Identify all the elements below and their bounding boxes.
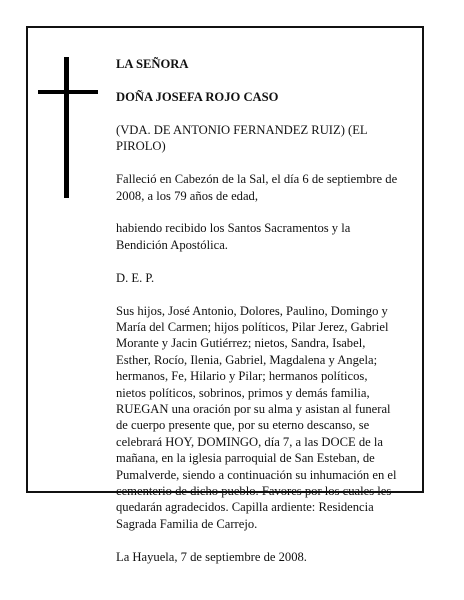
obituary-text: [116, 40, 420, 581]
family-paragraph: Sus hijos, José Antonio, Dolores, Paulino, Domingo y María del Carmen; hijos políticos, Pilar Jerez, Gabriel Morante y Jacin Gutiérrez; nietos, Sandra, Isabel, Esther, Rocío, Ilenia, Gabriel, Magdalena y Angela; hermanos, Fe, Hilario y Pilar; hermanos políticos, nietos políticos, sobrinos, primos y demás familia, RUEGAN una oración por su alma y asistan al funeral de cuerpo presente que, por su eterno descanso, se celebrará HOY, DOMINGO, día 7, a las DOCE de la mañana, en la iglesia parroquial de San Esteban, de Pumalverde, siendo a continuación su inhumación en el cementerio de dicho pueblo. Favores por los cuales les quedarán agradecidos. Capilla ardiente: Residencia Sagrada Familia de Carrejo.: [116, 303, 397, 531]
rip-text: D. E. P.: [116, 270, 155, 285]
death-paragraph: Falleció en Cabezón de la Sal, el día 6 de septiembre de 2008, a los 79 años de edad,: [116, 172, 398, 203]
cross-icon: [38, 57, 98, 198]
cross-vertical-bar: [64, 57, 69, 198]
closing-line: La Hayuela, 7 de septiembre de 2008.: [116, 549, 307, 564]
title-line-2: DOÑA JOSEFA ROJO CASO: [116, 90, 279, 105]
sacraments-paragraph: habiendo recibido los Santos Sacramentos y la Bendición Apostólica.: [116, 221, 351, 252]
title-line-1: LA SEÑORA: [116, 57, 189, 72]
cross-horizontal-bar: [38, 90, 98, 94]
subtitle: (VDA. DE ANTONIO FERNANDEZ RUIZ) (EL PIROLO): [116, 123, 368, 154]
obituary-notice: [26, 26, 424, 564]
